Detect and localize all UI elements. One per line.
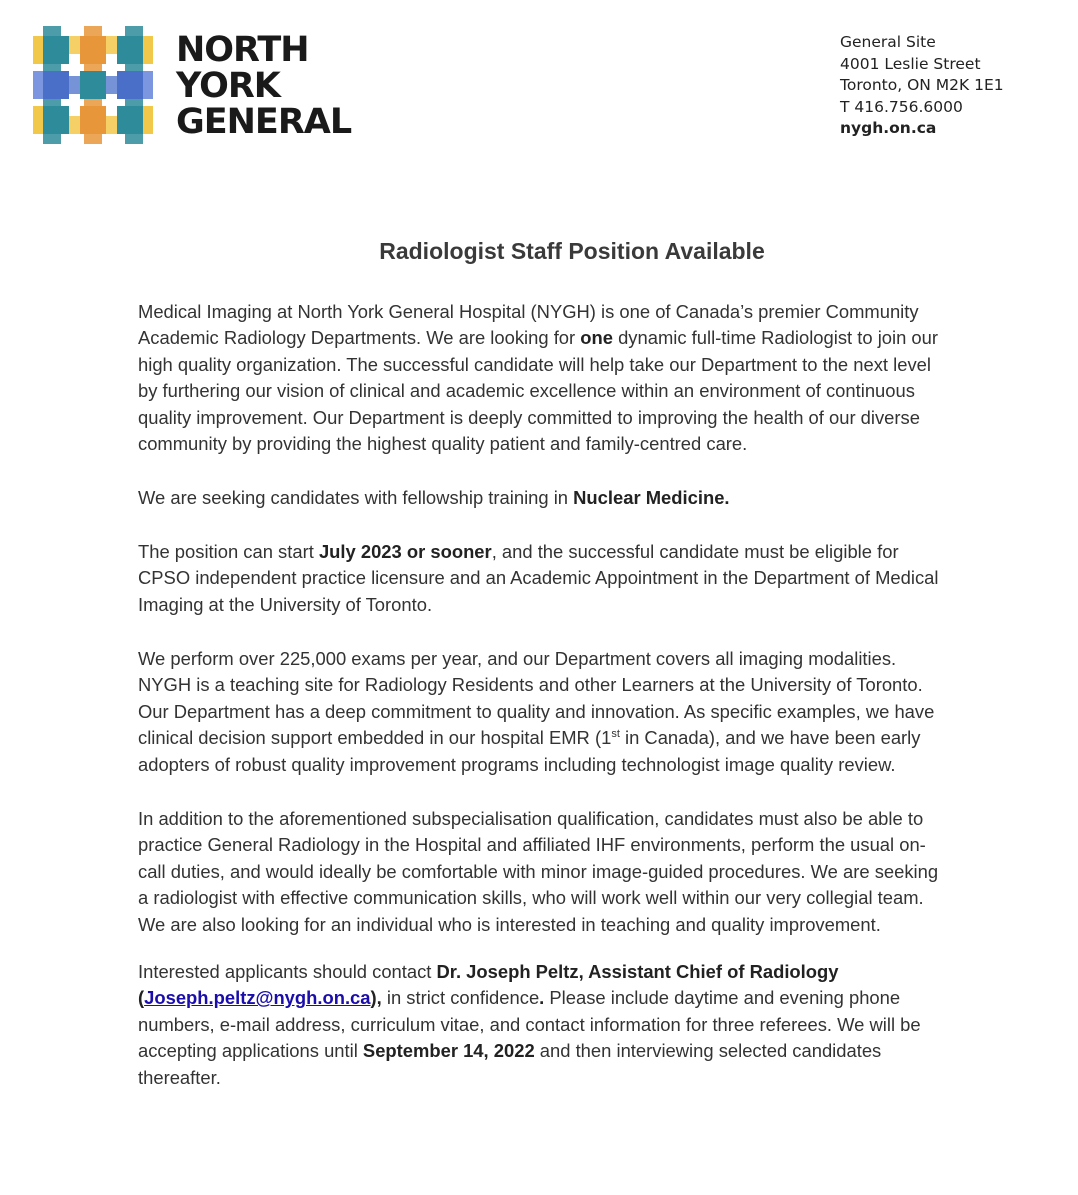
- contact-line-3: numbers, e-mail address, curriculum vitae, and contact information for three referees. We will be: [138, 1013, 921, 1035]
- logo-line-3: GENERAL: [176, 102, 352, 142]
- start-line-2: CPSO independent practice licensure and an Academic Appointment in the Department of Medical: [138, 567, 939, 589]
- paragraph-contact: [138, 959, 1018, 1091]
- contact-line-1: Interested applicants should contact Dr. Joseph Peltz, Assistant Chief of Radiology: [138, 961, 839, 982]
- paragraph-department: [138, 646, 1018, 778]
- start-line-3: Imaging at the University of Toronto.: [138, 593, 433, 615]
- department-line-2: NYGH is a teaching site for Radiology Residents and other Learners at the University of Toronto.: [138, 674, 923, 696]
- address-phone: T 416.756.6000: [840, 97, 963, 116]
- paragraph-start-date: [138, 539, 1018, 618]
- intro-line-3: high quality organization. The successful candidate will help take our Department to the next level: [138, 353, 931, 375]
- department-line-4: clinical decision support embedded in our hospital EMR (1st in Canada), and we have been early: [138, 727, 921, 749]
- requirements-line-3: call duties, and would ideally be comfortable with minor image-guided procedures. We are seeking: [138, 860, 939, 882]
- fellowship-line: We are seeking candidates with fellowship training in Nuclear Medicine.: [138, 487, 730, 508]
- department-line-1: We perform over 225,000 exams per year, and our Department covers all imaging modalities.: [138, 648, 897, 669]
- page-title: Radiologist Staff Position Available: [379, 238, 765, 264]
- intro-line-4: by furthering our vision of clinical and academic excellence within an environment of continuous: [138, 380, 915, 402]
- logo-line-1: NORTH: [176, 30, 309, 70]
- start-line-1: The position can start July 2023 or sooner, and the successful candidate must be eligible for: [138, 541, 899, 562]
- department-line-5: adopters of robust quality improvement programs including technologist image quality review.: [138, 753, 896, 775]
- site-address: [840, 32, 1004, 140]
- contact-line-2: (Joseph.peltz@nygh.on.ca), in strict confidence. Please include daytime and evening phone: [138, 987, 901, 1009]
- requirements-line-2: practice General Radiology in the Hospital and affiliated IHF environments, perform the usual on-: [138, 834, 926, 856]
- requirements-line-1: In addition to the aforementioned subspecialisation qualification, candidates must also be able to: [138, 808, 924, 829]
- contact-line-4: accepting applications until September 14, 2022 and then interviewing selected candidates: [138, 1040, 882, 1062]
- paragraph-intro: [138, 299, 1018, 457]
- logo-line-2: YORK: [176, 66, 280, 106]
- intro-line-1: Medical Imaging at North York General Hospital (NYGH) is one of Canada’s premier Community: [138, 301, 919, 322]
- address-site: General Site: [840, 33, 936, 51]
- intro-line-5: quality improvement. Our Department is deeply committed to improving the health of our diverse: [138, 406, 920, 428]
- address-street: 4001 Leslie Street: [840, 54, 981, 73]
- address-website: nygh.on.ca: [840, 119, 937, 138]
- requirements-line-5: We are also looking for an individual who is interested in teaching and quality improvement.: [138, 913, 881, 935]
- intro-line-2: Academic Radiology Departments. We are looking for one dynamic full-time Radiologist to join our: [138, 327, 939, 349]
- paragraph-fellowship: [138, 485, 1018, 511]
- department-line-3: Our Department has a deep commitment to quality and innovation. As specific examples, we have: [138, 700, 935, 722]
- address-city: Toronto, ON M2K 1E1: [840, 76, 1004, 95]
- contact-line-5: thereafter.: [138, 1066, 221, 1088]
- paragraph-requirements: [138, 806, 1018, 938]
- logo-wordmark: [176, 32, 351, 140]
- contact-email-link[interactable]: Joseph.peltz@nygh.on.ca: [144, 987, 371, 1009]
- nygh-logo-icon: [33, 26, 153, 144]
- requirements-line-4: a radiologist with effective communication skills, who will work well within our very collegial team.: [138, 887, 924, 909]
- intro-line-6: community by providing the highest quality patient and family-centred care.: [138, 432, 748, 454]
